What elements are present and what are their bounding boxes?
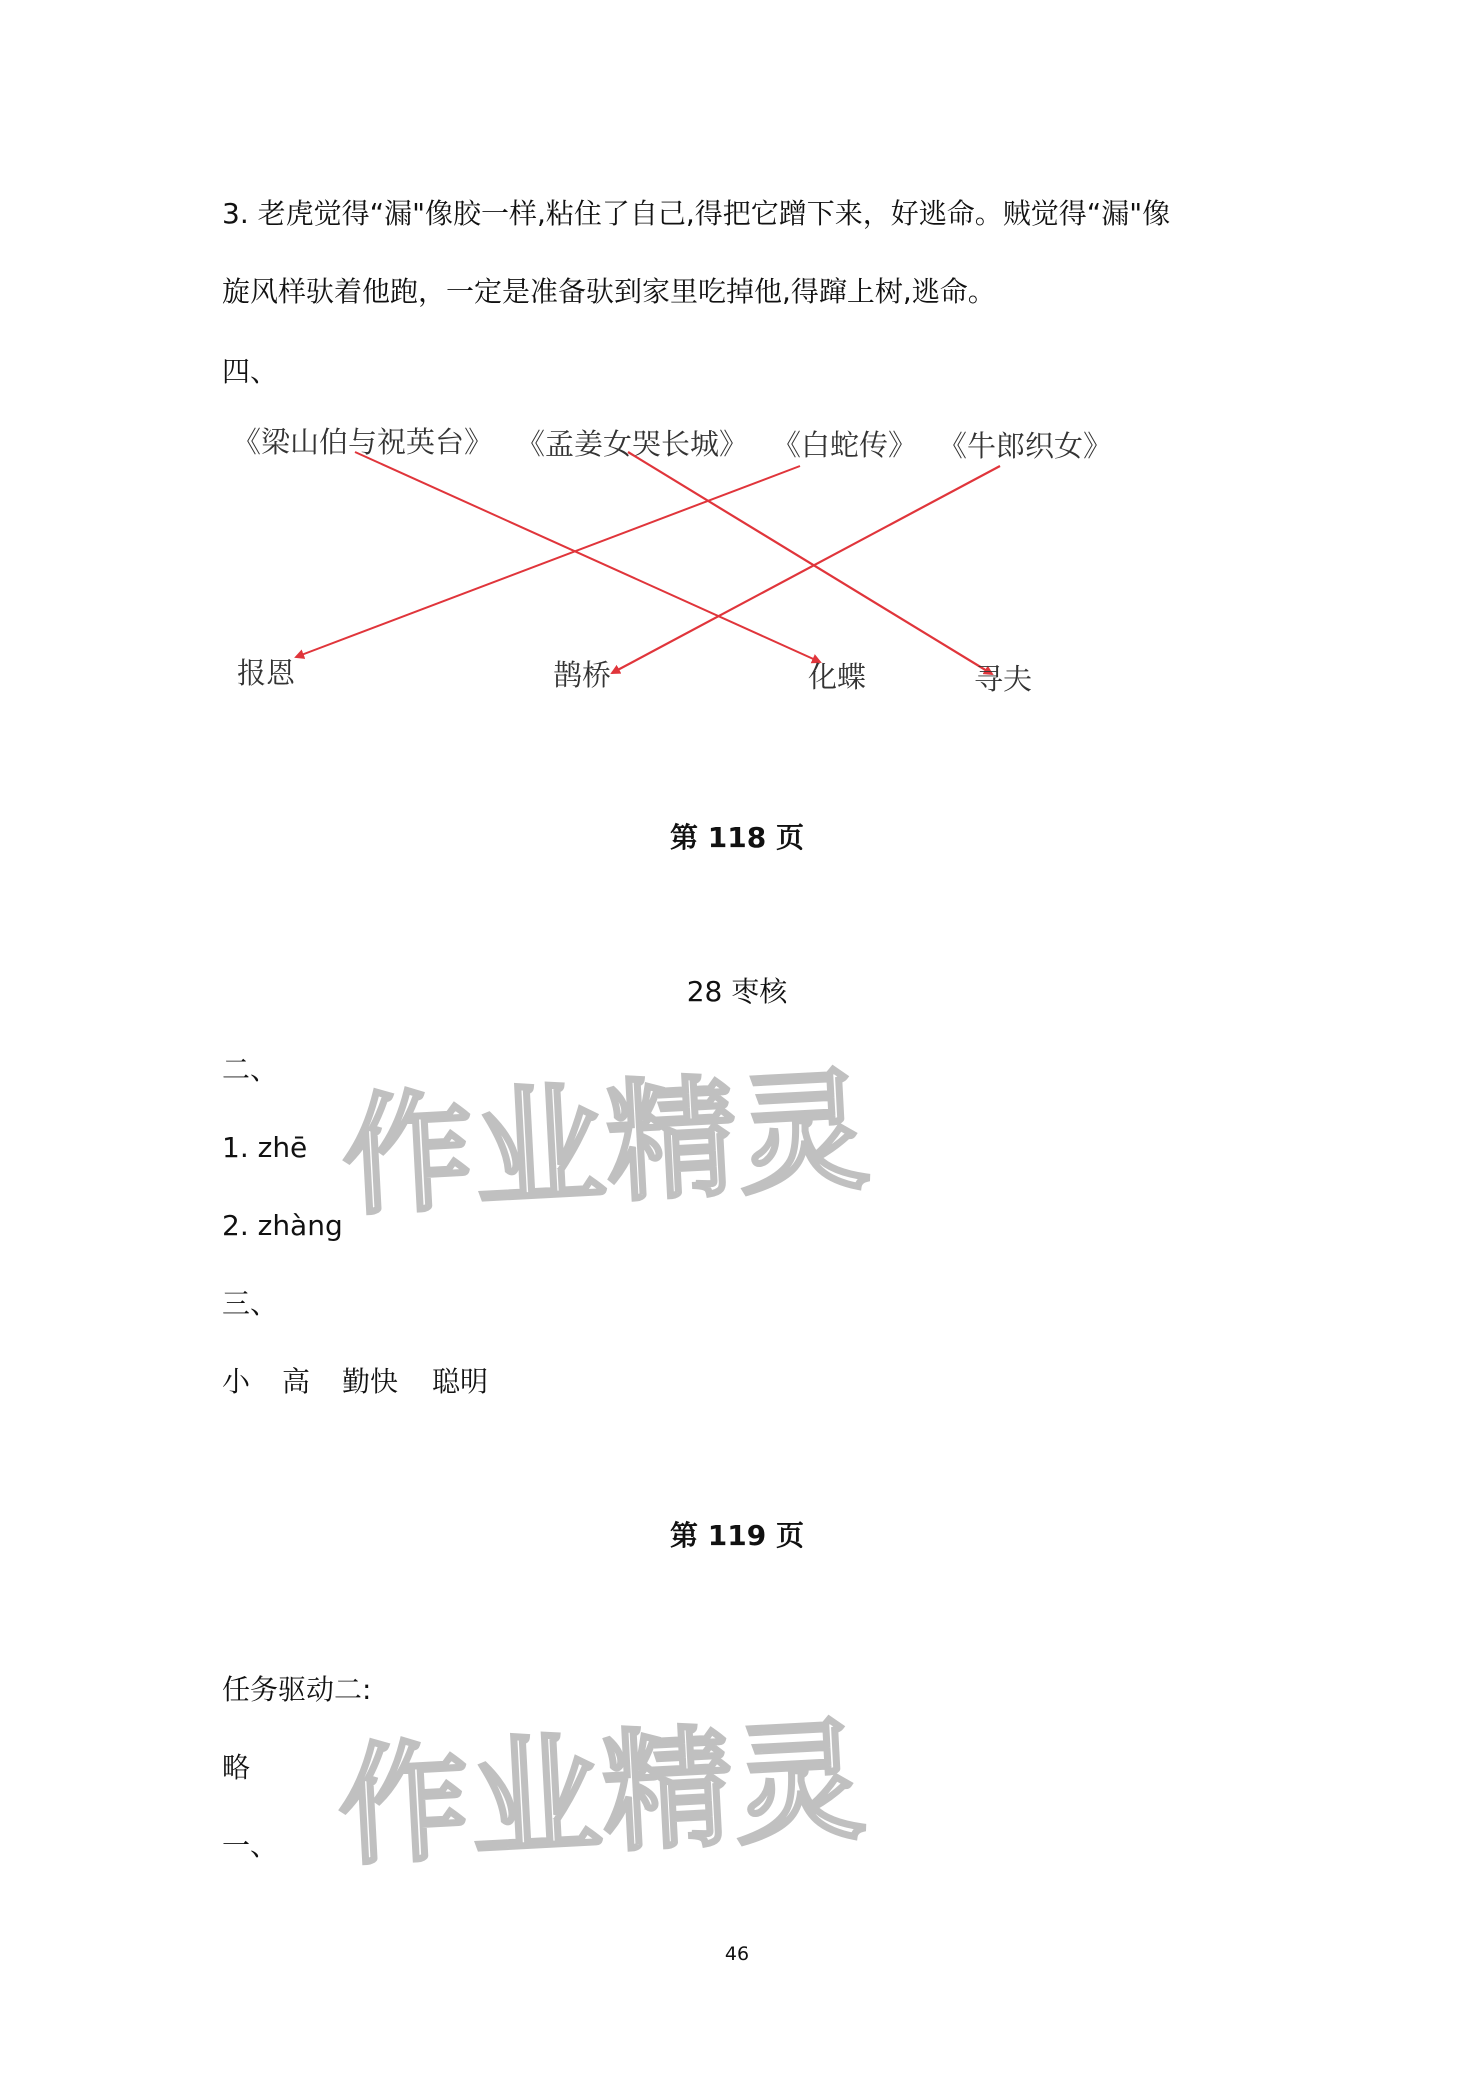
section-3-answer-1: 小 xyxy=(222,1365,251,1398)
task-heading: 任务驱动二: xyxy=(222,1673,372,1706)
section-3-answer-4: 聪明 xyxy=(432,1365,489,1398)
page-118-title: 第 118 页 xyxy=(670,821,804,854)
matching-arrows xyxy=(0,0,1474,720)
section-1-heading: 一、 xyxy=(222,1829,279,1862)
section-2-heading: 二、 xyxy=(222,1053,279,1086)
watermark: 作业精灵 xyxy=(338,1054,875,1234)
ending-baoen: 报恩 xyxy=(237,656,296,690)
section-2-item-1: 1. zhē xyxy=(222,1131,308,1164)
arrow-liangshanbo-to-huadie xyxy=(355,452,820,662)
lesson-title: 28 枣核 xyxy=(686,975,788,1008)
section-3-answer-3: 勤快 xyxy=(342,1365,399,1398)
story-baishezhuan: 《白蛇传》 xyxy=(772,428,918,462)
ending-queqiao: 鹊桥 xyxy=(553,658,612,692)
ending-huadie: 化蝶 xyxy=(808,660,867,694)
page-119-title: 第 119 页 xyxy=(670,1519,804,1552)
story-niulangzhinu: 《牛郎织女》 xyxy=(938,429,1113,463)
story-mengjiangnu: 《孟姜女哭长城》 xyxy=(516,427,749,461)
section-3-heading: 三、 xyxy=(222,1287,279,1320)
arrow-mengjiangnu-to-xunfu xyxy=(628,452,992,674)
section-4-heading: 四、 xyxy=(222,355,279,388)
story-liangshanbo: 《梁山伯与祝英台》 xyxy=(232,425,494,459)
page-number: 46 xyxy=(724,1943,750,1965)
section-3-answer-2: 高 xyxy=(282,1365,311,1398)
watermark: 作业精灵 xyxy=(334,1704,871,1884)
answer-3-line-2: 旋风样驮着他跑，一定是准备驮到家里吃掉他,得蹿上树,逃命。 xyxy=(222,275,996,308)
arrow-niulangzhinu-to-queqiao xyxy=(612,466,1000,673)
ending-xunfu: 寻夫 xyxy=(974,662,1033,696)
task-answer: 略 xyxy=(222,1751,251,1784)
section-2-item-2: 2. zhàng xyxy=(222,1209,343,1242)
arrow-baishezhuan-to-baoen xyxy=(296,466,800,657)
answer-3-line-1: 3. 老虎觉得“漏"像胶一样,粘住了自己,得把它蹭下来，好逃命。贼觉得“漏"像 xyxy=(222,197,1171,230)
